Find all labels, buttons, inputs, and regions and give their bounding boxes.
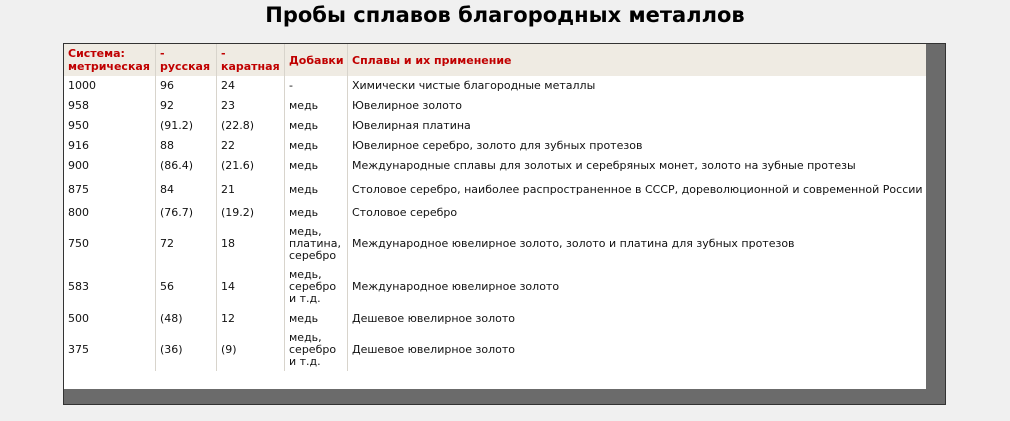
table-row [64, 176, 926, 203]
additive-line: серебро [289, 280, 337, 293]
header-use: Сплавы и их применение [348, 44, 927, 76]
cell-use: Химически чистые благородные металлы [348, 76, 927, 96]
additive-line: серебро [289, 249, 337, 262]
cell-metric: 500 [68, 312, 89, 325]
cell-additives [285, 329, 348, 371]
additive-line: медь [289, 182, 319, 196]
cell-carat: 21 [217, 176, 285, 203]
cell-use: Международные сплавы для золотых и серебряных монет, золото на зубные протезы [348, 156, 927, 176]
additive-line: серебро [289, 343, 337, 356]
cell-russian: 84 [156, 176, 217, 203]
table-row [64, 156, 926, 176]
cell-use: Ювелирное золото [348, 96, 927, 116]
cell-additives [285, 309, 348, 329]
cell-additives [285, 203, 348, 223]
cell-russian: 56 [156, 265, 217, 309]
cell-use: Ювелирное серебро, золото для зубных протезов [348, 136, 927, 156]
table-row [64, 96, 926, 116]
cell-metric: 750 [68, 237, 89, 250]
cell-russian: (48) [156, 309, 217, 329]
header-carat: - каратная [217, 44, 285, 76]
cell-metric: 375 [68, 343, 89, 356]
cell-carat: 22 [217, 136, 285, 156]
cell-additives [285, 176, 348, 203]
cell-additives [285, 223, 348, 265]
cell-russian: 88 [156, 136, 217, 156]
cell-additives [285, 96, 348, 116]
cell-carat: 18 [217, 223, 285, 265]
table-row [64, 329, 926, 371]
table-row [64, 203, 926, 223]
additive-line: медь, [289, 268, 322, 281]
cell-carat: 14 [217, 265, 285, 309]
cell-carat: (22.8) [217, 116, 285, 136]
additive-line: медь [289, 206, 319, 219]
cell-additives [285, 265, 348, 309]
additive-line: - [289, 79, 293, 92]
alloy-fineness-table [64, 44, 926, 371]
cell-additives [285, 76, 348, 96]
cell-russian: 96 [156, 76, 217, 96]
additive-line: и т.д. [289, 292, 321, 305]
cell-carat: (9) [217, 329, 285, 371]
cell-use: Дешевое ювелирное золото [348, 309, 927, 329]
cell-carat: 23 [217, 96, 285, 116]
cell-use: Столовое серебро [348, 203, 927, 223]
additive-line: и т.д. [289, 355, 321, 368]
cell-additives [285, 136, 348, 156]
table-row [64, 309, 926, 329]
table-panel [64, 44, 926, 389]
page-title: Пробы сплавов благородных металлов [265, 3, 745, 27]
cell-additives [285, 116, 348, 136]
cell-metric: 950 [68, 119, 89, 132]
additive-line: медь [289, 139, 319, 152]
cell-use: Ювелирная платина [348, 116, 927, 136]
header-additives: Добавки [285, 44, 348, 76]
table-row [64, 265, 926, 309]
cell-metric: 916 [68, 139, 89, 152]
table-row [64, 136, 926, 156]
additive-line: медь [289, 119, 319, 132]
cell-use: Международное ювелирное золото, золото и платина для зубных протезов [348, 223, 927, 265]
cell-russian: 92 [156, 96, 217, 116]
cell-additives [285, 156, 348, 176]
cell-russian: 72 [156, 223, 217, 265]
cell-metric: 583 [68, 280, 89, 293]
cell-carat: 24 [217, 76, 285, 96]
cell-use: Дешевое ювелирное золото [348, 329, 927, 371]
additive-line: медь [289, 312, 319, 325]
header-russian: - русская [156, 44, 217, 76]
table-row [64, 223, 926, 265]
header-metric: Система: метрическая [68, 47, 150, 73]
cell-metric: 1000 [68, 79, 96, 92]
cell-carat: (21.6) [217, 156, 285, 176]
additive-line: медь, [289, 331, 322, 344]
table-frame [63, 43, 946, 405]
cell-carat: 12 [217, 309, 285, 329]
cell-carat: (19.2) [217, 203, 285, 223]
cell-metric: 958 [68, 99, 89, 112]
table-row [64, 116, 926, 136]
additive-line: медь [289, 159, 319, 172]
cell-metric: 900 [68, 159, 89, 172]
table-body [64, 76, 926, 371]
table-header-row [64, 44, 926, 76]
cell-russian: (36) [156, 329, 217, 371]
cell-russian: (86.4) [156, 156, 217, 176]
additive-line: платина, [289, 237, 341, 250]
cell-metric: 800 [68, 206, 89, 219]
cell-russian: (76.7) [156, 203, 217, 223]
cell-use: Международное ювелирное золото [348, 265, 927, 309]
additive-line: медь, [289, 225, 322, 238]
table-row [64, 76, 926, 96]
cell-metric: 875 [68, 182, 89, 196]
cell-use: Столовое серебро, наиболее распространенное в СССР, дореволюционной и современной России [348, 176, 927, 203]
cell-russian: (91.2) [156, 116, 217, 136]
additive-line: медь [289, 99, 319, 112]
